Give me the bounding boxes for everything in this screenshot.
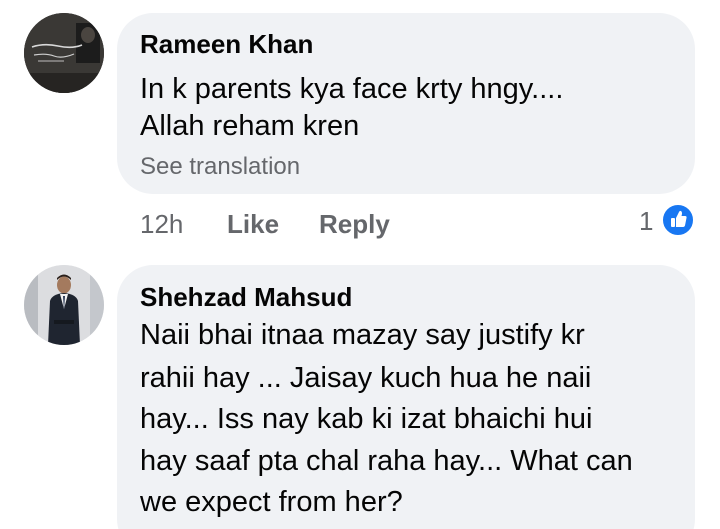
comment-text-line: Allah reham kren	[140, 110, 360, 142]
comment-author[interactable]: Rameen Khan	[140, 29, 314, 59]
reaction-count[interactable]: 1	[639, 206, 654, 236]
comment-text-line: Naii bhai itnaa mazay say justify kr	[140, 319, 585, 351]
comment-text-line: rahii hay ... Jaisay kuch hua he naii	[140, 362, 592, 394]
like-button[interactable]: Like	[227, 209, 280, 239]
avatar-image	[24, 265, 104, 345]
avatar[interactable]	[24, 13, 104, 93]
thumbs-up-icon[interactable]	[661, 203, 695, 237]
comment-timestamp[interactable]: 12h	[140, 209, 184, 239]
comment-text-line: In k parents kya face krty hngy....	[140, 73, 564, 105]
avatar[interactable]	[24, 265, 104, 345]
see-translation-link[interactable]: See translation	[140, 153, 301, 180]
comment-author[interactable]: Shehzad Mahsud	[140, 282, 353, 312]
comment-text-line: we expect from her?	[140, 486, 403, 518]
comment-bubble	[117, 13, 695, 194]
comment-bubble	[117, 265, 695, 529]
comment-text-line: hay saaf pta chal raha hay... What can	[140, 445, 633, 477]
comment-text-line: hay... Iss nay kab ki izat bhaichi hui	[140, 403, 593, 435]
avatar-image	[24, 13, 104, 93]
reply-button[interactable]: Reply	[319, 209, 390, 239]
